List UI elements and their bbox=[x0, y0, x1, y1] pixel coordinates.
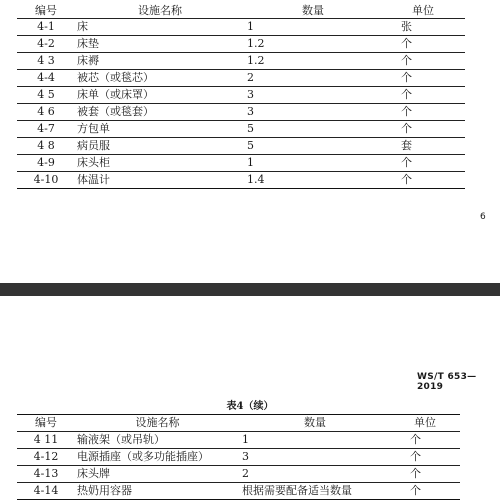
table-row bbox=[17, 36, 465, 53]
header-id: 编号 bbox=[35, 416, 57, 429]
cell-unit: 个 bbox=[401, 54, 412, 67]
table-row bbox=[17, 432, 460, 449]
cell-qty: 3 bbox=[247, 88, 254, 101]
table-row bbox=[17, 172, 465, 189]
table-row bbox=[17, 449, 460, 466]
cell-name: 电源插座（或多功能插座） bbox=[77, 450, 209, 463]
page-divider bbox=[0, 283, 500, 296]
standard-code: WS/T 653—2019 bbox=[417, 372, 477, 392]
cell-id: 4 11 bbox=[33, 433, 59, 446]
cell-name: 体温计 bbox=[77, 173, 110, 186]
cell-qty: 1 bbox=[247, 20, 254, 33]
cell-name: 床单（或床罩） bbox=[77, 88, 154, 101]
header-qty: 数量 bbox=[302, 4, 324, 17]
cell-name: 床 bbox=[77, 20, 88, 33]
cell-name: 床头牌 bbox=[77, 467, 110, 480]
cell-unit: 个 bbox=[410, 467, 421, 480]
cell-name: 病员服 bbox=[77, 139, 110, 152]
cell-unit: 个 bbox=[401, 105, 412, 118]
cell-id: 4-14 bbox=[33, 484, 59, 497]
cell-unit: 个 bbox=[401, 173, 412, 186]
equipment-table-bottom bbox=[17, 414, 460, 500]
cell-unit: 个 bbox=[401, 156, 412, 169]
header-unit: 单位 bbox=[414, 416, 436, 429]
cell-id: 4 6 bbox=[37, 105, 55, 118]
cell-id: 4 3 bbox=[37, 54, 55, 67]
cell-id: 4-4 bbox=[37, 71, 55, 84]
table-row bbox=[17, 121, 465, 138]
cell-qty: 2 bbox=[247, 71, 254, 84]
header-name: 设施名称 bbox=[135, 416, 180, 429]
cell-unit: 个 bbox=[410, 450, 421, 463]
cell-unit: 个 bbox=[401, 122, 412, 135]
cell-qty: 1.2 bbox=[247, 37, 265, 50]
cell-name: 方包单 bbox=[77, 122, 110, 135]
cell-id: 4-9 bbox=[37, 156, 55, 169]
cell-id: 4-10 bbox=[33, 173, 59, 186]
cell-id: 4-2 bbox=[37, 37, 55, 50]
cell-qty: 1 bbox=[247, 156, 254, 169]
cell-name: 被芯（或毯芯） bbox=[77, 71, 154, 84]
table-row bbox=[17, 104, 465, 121]
cell-id: 4 5 bbox=[37, 88, 55, 101]
cell-id: 4-7 bbox=[37, 122, 55, 135]
cell-qty: 1.4 bbox=[247, 173, 265, 186]
cell-qty: 2 bbox=[242, 467, 249, 480]
cell-unit: 套 bbox=[401, 139, 412, 152]
cell-id: 4 8 bbox=[37, 139, 55, 152]
cell-name: 床垫 bbox=[77, 37, 99, 50]
page-number: 6 bbox=[480, 212, 486, 222]
cell-unit: 张 bbox=[401, 20, 412, 33]
cell-name: 床头柜 bbox=[77, 156, 110, 169]
cell-id: 4-13 bbox=[33, 467, 59, 480]
table-row bbox=[17, 466, 460, 483]
table-row bbox=[17, 19, 465, 36]
table-title: 表4（续） bbox=[226, 401, 274, 412]
cell-qty: 3 bbox=[247, 105, 254, 118]
cell-unit: 个 bbox=[401, 37, 412, 50]
cell-unit: 个 bbox=[401, 71, 412, 84]
cell-qty: 1.2 bbox=[247, 54, 265, 67]
table-row bbox=[17, 70, 465, 87]
table-body-top bbox=[17, 19, 465, 189]
cell-qty: 1 bbox=[242, 433, 249, 446]
cell-id: 4-12 bbox=[33, 450, 59, 463]
cell-name: 输液架（或吊轨） bbox=[77, 433, 165, 446]
header-name: 设施名称 bbox=[138, 4, 182, 17]
cell-unit: 个 bbox=[401, 88, 412, 101]
cell-unit: 个 bbox=[410, 484, 421, 497]
cell-name: 热奶用容器 bbox=[77, 484, 132, 497]
header-id: 编号 bbox=[35, 4, 57, 17]
cell-qty: 3 bbox=[242, 450, 249, 463]
table-row bbox=[17, 155, 465, 172]
header-unit: 单位 bbox=[412, 4, 434, 17]
cell-qty: 根据需要配备适当数量 bbox=[242, 484, 352, 497]
cell-name: 被套（或毯套） bbox=[77, 105, 154, 118]
table-row bbox=[17, 87, 465, 104]
table-body-bottom bbox=[17, 432, 460, 500]
equipment-table-top bbox=[17, 3, 465, 189]
table-row bbox=[17, 138, 465, 155]
cell-unit: 个 bbox=[410, 433, 421, 446]
cell-name: 床褥 bbox=[77, 54, 99, 67]
table-header-row bbox=[17, 415, 460, 432]
cell-qty: 5 bbox=[247, 139, 254, 152]
table-row bbox=[17, 53, 465, 70]
cell-qty: 5 bbox=[247, 122, 254, 135]
table-header-row bbox=[17, 3, 465, 19]
cell-id: 4-1 bbox=[37, 20, 55, 33]
table-row bbox=[17, 483, 460, 500]
header-qty: 数量 bbox=[304, 416, 326, 429]
